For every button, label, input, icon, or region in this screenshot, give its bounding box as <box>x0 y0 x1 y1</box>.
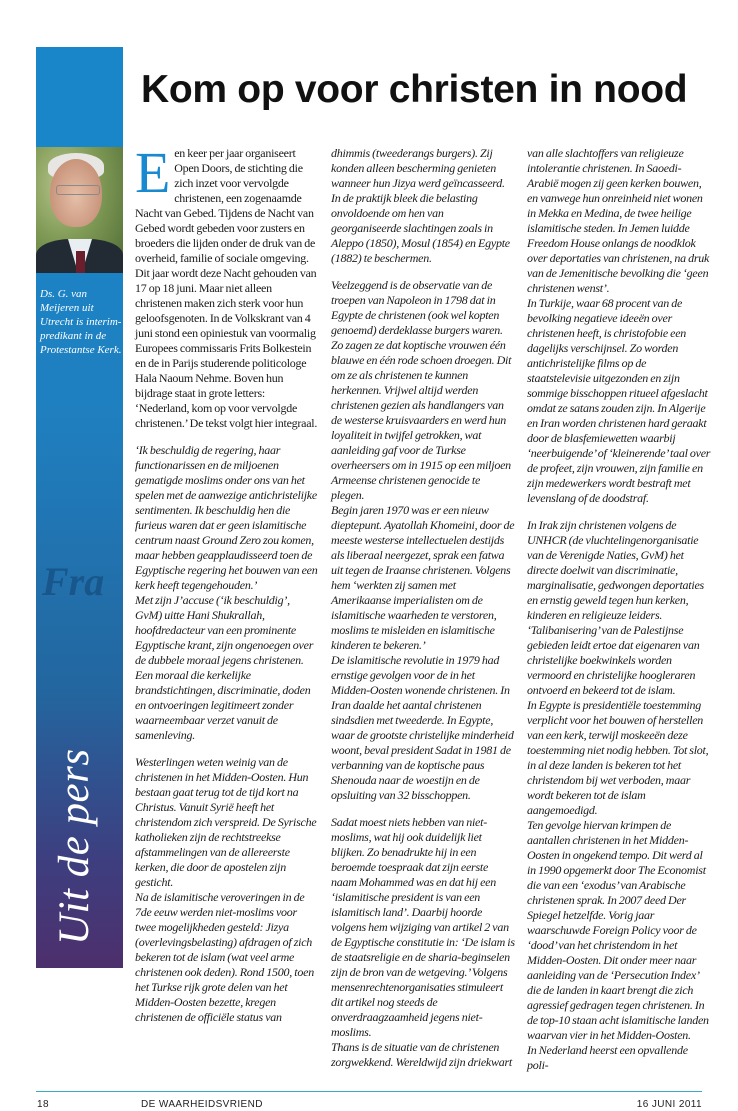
article-column-1 <box>135 140 319 1037</box>
paragraph <box>527 296 711 506</box>
text-block <box>331 278 515 803</box>
article-column-2 <box>331 146 515 1082</box>
publication-name: DE WAARHEIDSVRIEND <box>141 1099 263 1110</box>
paragraph-text: In Egypte is presidentiële toestemming verplicht voor het bouwen of herstellen van een kerk, terwijl moskeeën deze toestemming niet nodig hebben. Tot slot, in al deze landen is bekeren tot het christendom bij wet verboden, maar wordt bekeren tot de islam aangemoedigd. <box>527 698 709 817</box>
section-title: Uit de pers <box>51 748 98 945</box>
paragraph-text: In Nederland heerst een opvallende poli- <box>527 1043 688 1072</box>
drop-cap: E <box>135 140 171 205</box>
paragraph <box>331 1040 515 1070</box>
text-block <box>331 146 515 266</box>
text-block <box>135 755 319 1025</box>
paragraph-text: Westerlingen weten weinig van de christenen in het Midden-Oosten. Hun bestaan gaat terug tot de tijd kort na Christus. Vanuit Syrië heeft het christendom zich verspreid. De Syrische katholieken zijn de rechtstreekse afstammelingen van de allereerste kerken, die door de apostelen zijn gesticht. <box>135 755 317 889</box>
paragraph-text: Na de islamitische veroveringen in de 7de eeuw werden niet-moslims voor twee mogelijkheden gesteld: Jizya (overlevingsbelasting) afdragen of zich bekeren tot de islam (wat veel arme christenen ook deden). Rond 1500, toen het Turkse rijk grote delen van het Midden-Oosten bezette, kregen christenen de officiële status van <box>135 890 314 1024</box>
paragraph <box>527 698 711 818</box>
paragraph-text: Met zijn J’accuse (‘ik beschuldig’, GvM) uitte Hani Shukrallah, hoofdredacteur van een prominente Egyptische krant, zijn ongenoegen over de dubbele moraal jegens christenen. Een moraal die kerkelijke brandstichtingen, discriminatie, doden en ontvoeringen legitimeert zonder waarneembaar verzet vanuit de samenleving. <box>135 593 314 742</box>
paragraph-text: In Turkije, waar 68 procent van de bevolking negatieve ideeën over christenen heeft, is christofobie een dagelijks verschijnsel. Zo worden antichristelijke films op de staatstelevisie uitgezonden en zijn sommige bisschoppen ritueel afgeslacht omdat ze satans zouden zijn. In Algerije en Iran worden christenen hard geraakt door de blasfemiewetten waarbij ‘neerbuigende’ of ‘kleinerende’ taal over de profeet, zijn vrouwen, zijn familie en zijn medewerkers wordt bestraft met levenslang of de doodstraf. <box>527 296 711 505</box>
paragraph-text: Thans is de situatie van de christenen zorgwekkend. Wereldwijd zijn driekwart <box>331 1040 512 1069</box>
photo-glasses <box>56 185 100 195</box>
text-block <box>527 518 711 1073</box>
paragraph-text: Sadat moest niets hebben van niet-moslims, wat hij ook duidelijk liet blijken. Zo benadrukte hij in een beroemde toespraak dat zijn eerste naam Mohammed was en dat hij een ‘islamitische president is van een islamitisch land’. Daarbij hoorde volgens hem wijziging van artikel 2 van de Egyptische constitutie in: ‘De islam is de staatsreligie en de sharia-beginselen zijn de bron van de wetgeving.’ Volgens mensenrechtenorganisaties stimuleert dit artikel nog steeds de onverdraagzaamheid jegens niet-moslims. <box>331 815 515 1039</box>
paragraph <box>331 146 515 266</box>
paragraph <box>331 815 515 1040</box>
page-number: 18 <box>37 1099 49 1110</box>
paragraph-text: dhimmis (tweederangs burgers). Zij konden alleen bescherming genieten wanneer hun Jizya werd geïncasseerd. In de praktijk bleek die belasting onvoldoende om hen van georganiseerde slachtingen zoals in Aleppo (1850), Mosul (1854) en Egypte (1882) te beschermen. <box>331 146 510 265</box>
issue-date: 16 JUNI 2011 <box>636 1099 702 1110</box>
page-title: Kom op voor christen in nood <box>141 68 688 111</box>
paragraph <box>135 593 319 743</box>
newspaper-watermark: Fra <box>42 560 105 604</box>
text-block <box>527 146 711 506</box>
paragraph <box>331 653 515 803</box>
paragraph <box>527 1043 711 1073</box>
author-caption: Ds. G. van Meijeren uit Utrecht is interim-predikant in de Protestantse Kerk. <box>40 288 122 356</box>
paragraph <box>331 503 515 653</box>
paragraph-text: In Irak zijn christenen volgens de UNHCR (de vluchtelingenorganisatie van de Verenigde Naties, GvM) het directe doelwit van discriminatie, marginalisatie, gedwongen deportaties en ernstig geweld tegen hun kerken, kinderen en religieuze leiders. ‘Talibanisering’ van de Palestijnse gebieden leidt ertoe dat eigenaren van christelijke boekwinkels worden vermoord en christelijke hoogleraren ontvoerd en bekeerd tot de islam. <box>527 518 704 697</box>
paragraph <box>135 140 319 431</box>
paragraph <box>527 146 711 296</box>
paragraph <box>527 818 711 1043</box>
paragraph-text: Begin jaren 1970 was er een nieuw dieptepunt. Ayatollah Khomeini, door de meeste westerse intellectuelen destijds als liberaal neergezet, sprak een fatwa uit tegen de Iraanse christenen. Volgens hem ‘werkten zij samen met Amerikaanse imperialisten om de islamitische waarheden te verstoren, moslims te misleiden en islamitische kinderen te bekeren.’ <box>331 503 515 652</box>
article-column-3 <box>527 146 711 1085</box>
text-block <box>135 443 319 743</box>
text-block <box>135 140 319 431</box>
paragraph <box>331 278 515 503</box>
paragraph-text: ‘Ik beschuldig de regering, haar functionarissen en de miljoenen gematigde moslims onder ons van het spelen met de aanwezige antichristelijke sentimenten. Ik beschuldig hen die furieus waren dat er geen islamitische centrum naast Ground Zero zou komen, maar hebben geapplaudisseerd toen de Egyptische regering het bouwen van een kerk heeft tegengehouden.’ <box>135 443 318 592</box>
paragraph <box>527 518 711 698</box>
text-block <box>331 815 515 1070</box>
footer-rule <box>36 1091 702 1092</box>
paragraph-text: Veelzeggend is de observatie van de troepen van Napoleon in 1798 dat in Egypte de christenen (ook wel kopten genoemd) derdeklasse burgers waren. Zo zagen ze dat koptische vrouwen één blauwe en één rode schoen droegen. Dit om ze als christenen te kunnen herkennen. Vrijwel altijd werden christenen gezien als handlangers van de westerse kruisvaarders en werd hun loyaliteit in twijfel getrokken, wat aanleiding gaf voor de Turkse overheersers om in 1915 op een miljoen Armeense christenen genocide te plegen. <box>331 278 512 502</box>
photo-tie <box>76 251 85 273</box>
paragraph <box>135 443 319 593</box>
paragraph-text: en keer per jaar organiseert Open Doors, de stichting die zich inzet voor vervolgde christenen, een zogenaamde Nacht van Gebed. Tijdens de Nacht van Gebed wordt gebeden voor zusters en broeders die lijden onder de druk van de overheid, familie of sociale omgeving. Dit jaar wordt deze Nacht gehouden van 17 op 18 juni. Maar niet alleen christenen maken zich sterk voor hun geloofsgenoten. In de Volkskrant van 4 juni stond een opiniestuk van voormalig Europees commissaris Frits Bolkestein en de in Parijs studerende politicologe Hala Naoum Nehme. Boven hun bijdrage staat in grote letters: ‘Nederland, kom op voor vervolgde christenen.’ De tekst volgt hier integraal. <box>135 146 318 430</box>
paragraph <box>135 755 319 890</box>
author-photo <box>36 147 123 273</box>
paragraph <box>135 890 319 1025</box>
paragraph-text: De islamitische revolutie in 1979 had ernstige gevolgen voor de in het Midden-Oosten wonende christenen. In Iran daalde het aantal christenen sindsdien met tweederde. In Egypte, waar de grootste christelijke minderheid woont, beval president Sadat in 1981 de verbanning van de koptische paus Shenouda naar de woestijn en de opsluiting van 32 bisschoppen. <box>331 653 514 802</box>
paragraph-text: van alle slachtoffers van religieuze intolerantie christenen. In Saoedi-Arabië mogen zij geen kerken bouwen, en vanwege hun onreinheid niet wonen in Mekka en Medina, de twee heilige islamitische steden. In Jemen luidde Freedom House onlangs de noodklok over deportaties van christenen, na druk van de Jemenitische bevolking die ‘geen christenen wenst’. <box>527 146 710 295</box>
paragraph-text: Ten gevolge hiervan krimpen de aantallen christenen in het Midden-Oosten in ongekend tempo. Dit werd al in 1990 opgemerkt door The Economist die van een ‘exodus’ van Arabische christenen sprak. In 2007 deed Der Spiegel hetzelfde. Vorig jaar waarschuwde Foreign Policy voor de ‘dood’ van het christendom in het Midden-Oosten. Dit onder meer naar aanleiding van de ‘Persecution Index’ die de landen in kaart brengt die zich agressief gedragen tegen christenen. In de top-10 staan acht islamitische landen waarvan vier in het Midden-Oosten. <box>527 818 709 1042</box>
